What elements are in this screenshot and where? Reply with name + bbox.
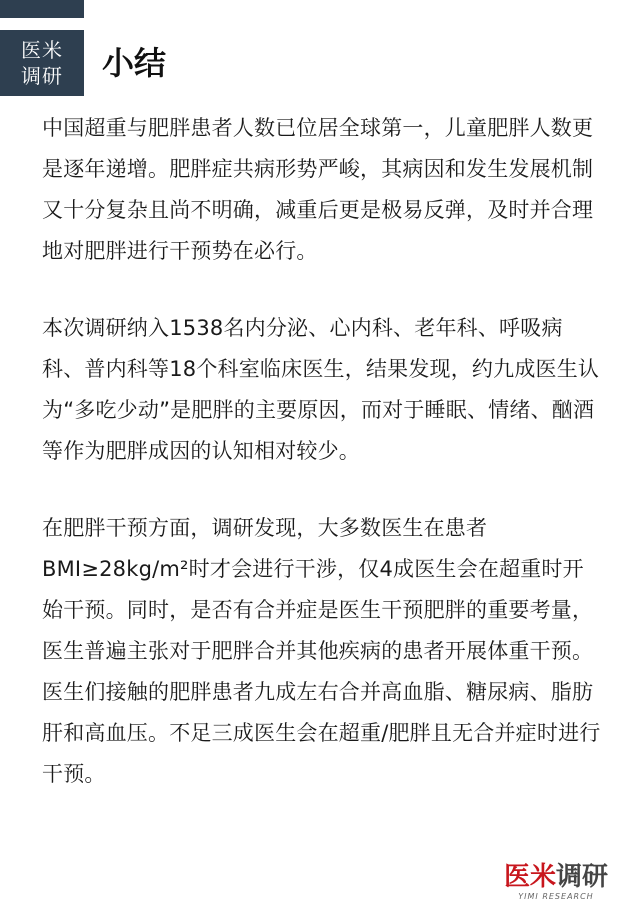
top-accent-bar (0, 0, 84, 18)
brand-logo (504, 862, 608, 902)
logo-dark-text: 调研 (555, 862, 608, 892)
page-title: 小结 (102, 44, 167, 82)
summary-content (42, 108, 602, 831)
paragraph-2: 本次调研纳入1538名内分泌、心内科、老年科、呼吸病科、普内科等18个科室临床医生，结果发现，约九成医生认为“多吃少动”是肥胖的主要原因，而对于睡眠、情绪、酗酒等作为肥胖成因的认知相对较少。 (42, 316, 600, 463)
badge-line-2: 调研 (21, 64, 63, 88)
logo-wordmark (504, 862, 608, 892)
logo-red-text: 医米 (503, 862, 556, 892)
paragraph-1: 中国超重与肥胖患者人数已位居全球第一，儿童肥胖人数更是逐年递增。肥胖症共病形势严峻，其病因和发生发展机制又十分复杂且尚不明确，减重后更是极易反弹，及时并合理地对肥胖进行干预势在必行。 (42, 116, 594, 263)
badge-line-1: 医米 (21, 38, 63, 62)
brand-badge (0, 30, 84, 96)
paragraph-3: 在肥胖干预方面，调研发现，大多数医生在患者BMI≥28kg/m²时才会进行干涉，仅4成医生会在超重时开始干预。同时，是否有合并症是医生干预肥胖的重要考量，医生普遍主张对于肥胖合并其他疾病的患者开展体重干预。医生们接触的肥胖患者九成左右合并高血脂、糖尿病、脂肪肝和高血压。不足三成医生会在超重/肥胖且无合并症时进行干预。 (42, 516, 601, 786)
logo-subtitle: YIMI RESEARCH (518, 892, 594, 901)
